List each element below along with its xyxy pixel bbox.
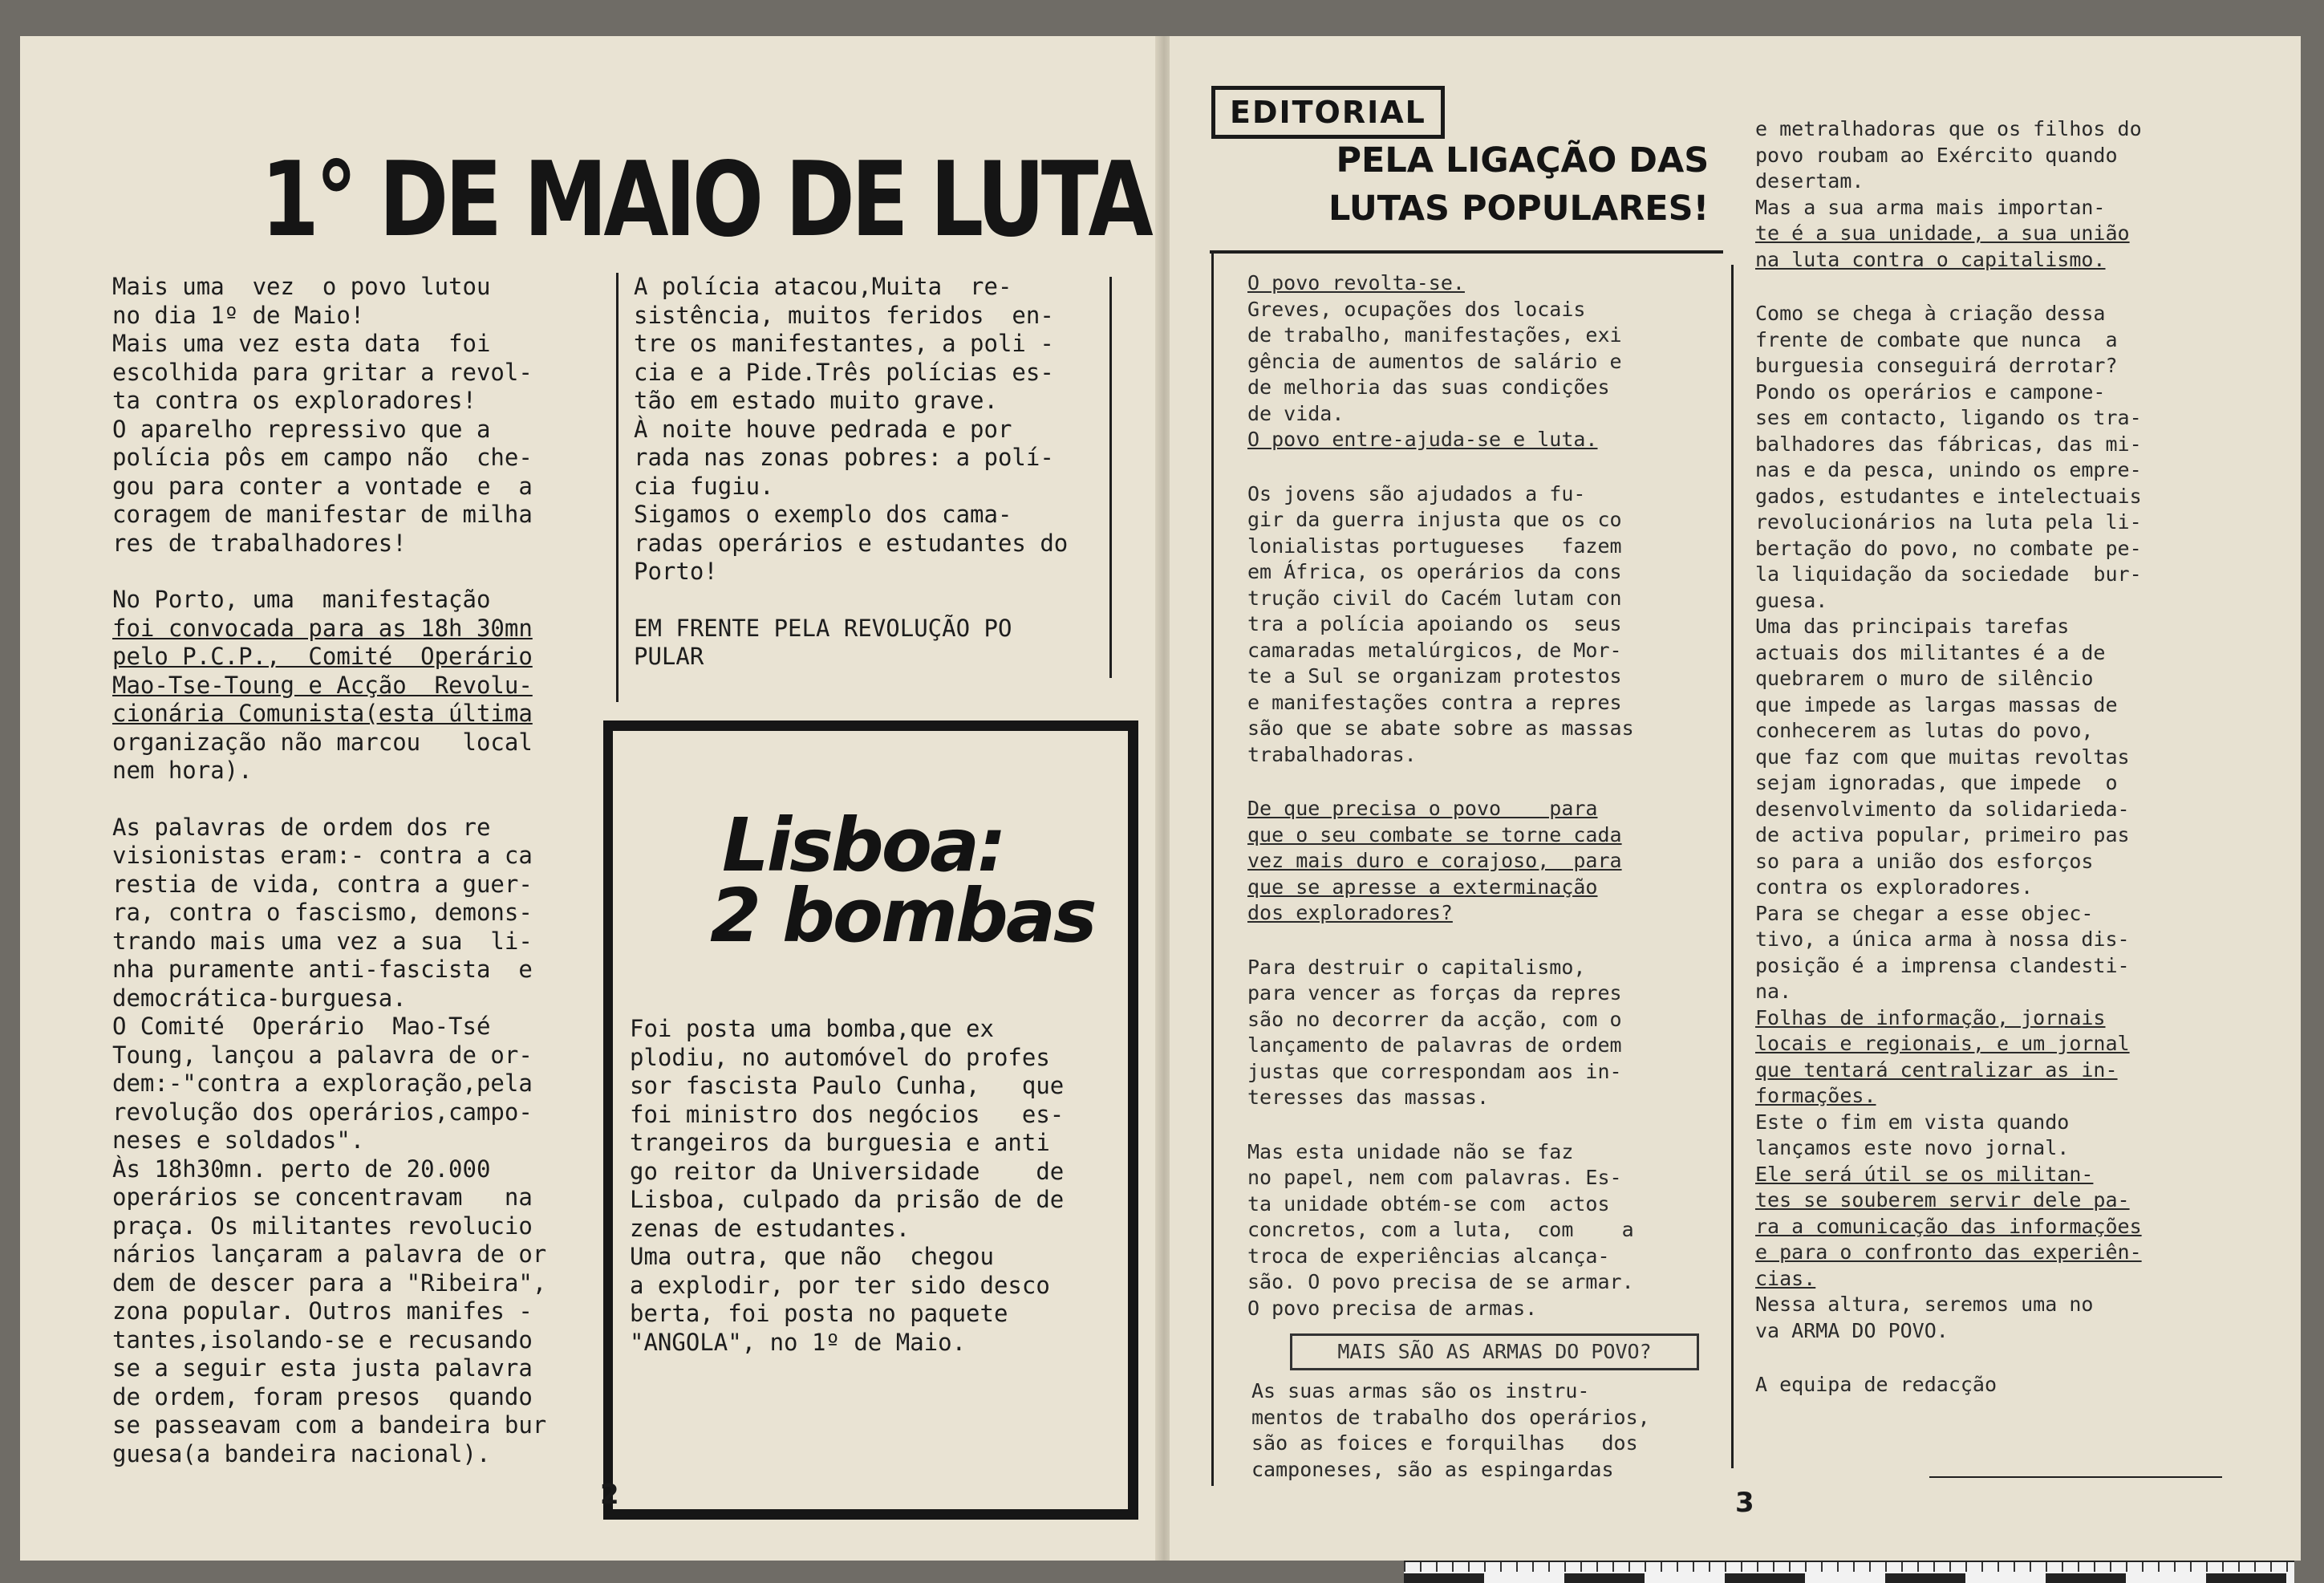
text-line: são. O povo precisa de se armar. xyxy=(1247,1270,1634,1293)
right-column-1-tail xyxy=(1251,1378,1717,1483)
text-line: Como se chega à criação dessa xyxy=(1755,302,2106,325)
text-line xyxy=(1755,1344,2237,1372)
text-line: radas operários e estudantes do xyxy=(634,529,1069,557)
text-line xyxy=(1247,1111,1713,1139)
ruler-tick xyxy=(2174,1562,2176,1572)
ruler-tick xyxy=(1548,1562,1550,1572)
editorial-title xyxy=(1300,136,1709,233)
page-number-left: 2 xyxy=(600,1479,619,1511)
text-line: "ANGOLA", no 1º de Maio. xyxy=(630,1328,967,1356)
ruler-block xyxy=(1404,1573,1484,1583)
text-line: que impede as largas massas de xyxy=(1755,692,2118,716)
text-line: Mais uma vez o povo lutou xyxy=(112,273,491,300)
ruler-tick xyxy=(1757,1562,1758,1572)
ruler-tick xyxy=(1773,1562,1774,1572)
ruler-tick xyxy=(1500,1562,1502,1572)
text-line: burguesia conseguirá derrotar? xyxy=(1755,354,2118,377)
text-line: Uma outra, que não chegou xyxy=(630,1243,994,1270)
text-line: no dia 1º de Maio! xyxy=(112,301,365,329)
text-line: povo roubam ao Exército quando xyxy=(1755,143,2118,167)
editorial-label: EDITORIAL xyxy=(1211,86,1445,139)
text-line: no papel, nem com palavras. Es- xyxy=(1247,1166,1622,1189)
text-line: organização não marcou local xyxy=(112,728,533,756)
text-line: trangeiros da burguesia e anti xyxy=(630,1129,1050,1156)
ruler-tick xyxy=(1805,1562,1807,1572)
text-line: de trabalho, manifestações, exi xyxy=(1247,323,1622,347)
text-line: berta, foi posta no paquete xyxy=(630,1300,1008,1327)
column-border-right xyxy=(1109,277,1112,678)
text-line: conhecerem as lutas do povo, xyxy=(1755,719,2094,742)
text-line: camponeses, são as espingardas xyxy=(1251,1457,1614,1481)
ruler-tick xyxy=(2238,1562,2240,1572)
text-line: contra os exploradores. xyxy=(1755,875,2034,899)
right-column-1 xyxy=(1247,270,1713,1321)
text-line: guesa(a bandeira nacional). xyxy=(112,1439,491,1467)
scale-ruler xyxy=(1404,1561,2294,1583)
text-line: À noite houve pedrada e por xyxy=(634,415,1012,443)
text-line: sistência, muitos feridos en- xyxy=(634,301,1054,329)
text-line: Foi posta uma bomba,que ex xyxy=(630,1015,994,1042)
text-line: vez mais duro e corajoso, para xyxy=(1247,849,1622,872)
text-line: As palavras de ordem dos re xyxy=(112,813,491,841)
ruler-block xyxy=(1885,1573,1965,1583)
text-line: Mas esta unidade não se faz xyxy=(1247,1139,1574,1163)
text-line: frente de combate que nunca a xyxy=(1755,327,2118,351)
text-line: te a Sul se organizam protestos xyxy=(1247,664,1622,688)
text-line: va ARMA DO POVO. xyxy=(1755,1318,1949,1342)
text-line: trando mais uma vez a sua li- xyxy=(112,927,533,955)
ruler-tick xyxy=(1869,1562,1871,1572)
text-line: tre os manifestantes, a poli - xyxy=(634,330,1054,357)
ruler-block xyxy=(2206,1573,2286,1583)
text-line: dem:-"contra a exploração,pela xyxy=(112,1070,533,1097)
ruler-tick xyxy=(1532,1562,1534,1572)
text-line: que se apresse a exterminação xyxy=(1247,875,1598,899)
text-line xyxy=(1755,273,2237,301)
ruler-tick xyxy=(2094,1562,2095,1572)
ruler-tick xyxy=(1693,1562,1694,1572)
text-line: e para o confronto das experiên- xyxy=(1755,1240,2142,1264)
ruler-tick xyxy=(1965,1562,1967,1572)
ruler-tick xyxy=(1901,1562,1903,1572)
text-line: que faz com que muitas revoltas xyxy=(1755,745,2130,769)
text-line xyxy=(634,587,1115,615)
lisboa-article xyxy=(630,1015,1111,1357)
ruler-tick xyxy=(1853,1562,1855,1572)
text-line: revolucionários na luta pela li- xyxy=(1755,510,2142,534)
left-column-2 xyxy=(634,273,1115,672)
text-line: res de trabalhadores! xyxy=(112,529,407,557)
ruler-block xyxy=(1725,1573,1805,1583)
text-line: cia fugiu. xyxy=(634,472,774,500)
text-line: rada nas zonas pobres: a polí- xyxy=(634,444,1054,471)
ruler-tick xyxy=(1516,1562,1518,1572)
ruler-tick xyxy=(1885,1562,1887,1572)
text-line: foi ministro dos negócios es- xyxy=(630,1100,1065,1128)
text-line: nha puramente anti-fascista e xyxy=(112,956,533,983)
text-line: ra, contra o fascismo, demons- xyxy=(112,899,533,926)
right-column-2 xyxy=(1755,116,2237,1398)
text-line: Porto! xyxy=(634,558,718,585)
text-line: na. xyxy=(1755,980,1792,1003)
text-line: cionária Comunista(esta última xyxy=(112,700,533,727)
text-line: e metralhadoras que os filhos do xyxy=(1755,117,2142,140)
text-line: Toung, lançou a palavra de or- xyxy=(112,1041,533,1069)
ruler-tick xyxy=(1404,1562,1405,1572)
text-line: tivo, a única arma à nossa dis- xyxy=(1755,927,2130,951)
text-line: polícia pôs em campo não che- xyxy=(112,444,533,471)
ruler-tick xyxy=(2030,1562,2031,1572)
text-line: escolhida para gritar a revol- xyxy=(112,358,533,386)
text-line xyxy=(112,785,594,814)
text-line: para vencer as forças da repres xyxy=(1247,981,1622,1005)
text-line: lonialistas portugueses fazem xyxy=(1247,534,1622,558)
arms-box: MAIS SÃO AS ARMAS DO POVO? xyxy=(1290,1333,1699,1370)
text-line: de activa popular, primeiro pas xyxy=(1755,823,2130,846)
text-line: Uma das principais tarefas xyxy=(1755,615,2070,638)
text-line: se a seguir esta justa palavra xyxy=(112,1354,533,1382)
text-line: trabalhadoras. xyxy=(1247,742,1417,766)
ruler-tick xyxy=(1645,1562,1646,1572)
text-line: dos exploradores? xyxy=(1247,901,1453,924)
ruler-tick xyxy=(1917,1562,1919,1572)
title-rule xyxy=(1210,250,1723,254)
ruler-tick xyxy=(1420,1562,1422,1572)
ruler-tick xyxy=(1949,1562,1951,1572)
ruler-tick xyxy=(1789,1562,1791,1572)
text-line: go reitor da Universidade de xyxy=(630,1157,1065,1185)
text-line: A polícia atacou,Muita re- xyxy=(634,273,1012,300)
text-line: nem hora). xyxy=(112,757,253,784)
text-line: Pondo os operários e campone- xyxy=(1755,380,2106,404)
text-line: zona popular. Outros manifes - xyxy=(112,1297,533,1325)
headline: 1° DE MAIO DE LUTA xyxy=(261,140,1150,260)
ruler-tick xyxy=(1661,1562,1662,1572)
ruler-tick xyxy=(1468,1562,1470,1572)
text-line: Sigamos o exemplo dos cama- xyxy=(634,501,1012,528)
ruler-tick xyxy=(2270,1562,2272,1572)
text-line: que o seu combate se torne cada xyxy=(1247,822,1622,846)
text-line: tes se souberem servir dele pa- xyxy=(1755,1188,2130,1212)
text-line: Ele será útil se os militan- xyxy=(1755,1162,2094,1186)
text-line: Folhas de informação, jornais xyxy=(1755,1005,2106,1029)
text-line: gados, estudantes e intelectuais xyxy=(1755,484,2142,508)
text-line: Mas a sua arma mais importan- xyxy=(1755,195,2106,219)
text-line: zenas de estudantes. xyxy=(630,1214,911,1242)
text-line: la liquidação da sociedade bur- xyxy=(1755,562,2142,586)
ruler-tick xyxy=(1580,1562,1582,1572)
text-line: so para a união dos esforços xyxy=(1755,849,2094,873)
ruler-block xyxy=(2046,1573,2126,1583)
ruler-tick xyxy=(1821,1562,1823,1572)
text-line: e manifestações contra a repres xyxy=(1247,690,1622,714)
text-line: tantes,isolando-se e recusando xyxy=(112,1325,533,1354)
ruler-tick xyxy=(2142,1562,2144,1572)
text-line: mentos de trabalho dos operários, xyxy=(1251,1405,1650,1429)
text-line: camaradas metalúrgicos, de Mor- xyxy=(1247,638,1622,662)
text-line: Mao-Tse-Toung e Acção Revolu- xyxy=(112,671,533,699)
ruler-tick xyxy=(1452,1562,1454,1572)
text-line: Lisboa, culpado da prisão de de xyxy=(630,1186,1065,1213)
ruler-tick xyxy=(2206,1562,2208,1572)
ruler-tick xyxy=(1436,1562,1438,1572)
text-line: gou para conter a vontade e a xyxy=(112,472,533,500)
text-line: cias. xyxy=(1755,1266,1816,1290)
ruler-tick xyxy=(2110,1562,2111,1572)
text-line: PULAR xyxy=(634,643,704,670)
text-line: O povo revolta-se. xyxy=(1247,271,1465,294)
text-line: Mais uma vez esta data foi xyxy=(112,330,491,357)
text-line: No Porto, uma manifestação xyxy=(112,586,491,613)
ruler-tick xyxy=(1564,1562,1566,1572)
text-line: EM FRENTE PELA REVOLUÇÃO PO xyxy=(634,614,1012,642)
ruler-tick xyxy=(1612,1562,1614,1572)
editorial-title-line1: PELA LIGAÇÃO DAS xyxy=(1336,140,1710,181)
text-line: Para destruir o capitalismo, xyxy=(1247,955,1586,979)
text-line: em África, os operários da cons xyxy=(1247,560,1622,583)
text-line: Às 18h30mn. perto de 20.000 xyxy=(112,1155,491,1183)
text-line: trução civil do Cacém lutam con xyxy=(1247,586,1622,610)
ruler-tick xyxy=(2158,1562,2160,1572)
text-line: visionistas eram:- contra a ca xyxy=(112,842,533,869)
text-line: guesa. xyxy=(1755,588,1828,612)
text-line: nários lançaram a palavra de or xyxy=(112,1240,547,1268)
text-line: ra a comunicação das informações xyxy=(1755,1214,2142,1238)
text-line: se passeavam com a bandeira bur xyxy=(112,1411,547,1439)
text-line: gência de aumentos de salário e xyxy=(1247,349,1622,373)
ruler-tick xyxy=(1981,1562,1983,1572)
lisboa-title xyxy=(710,802,1095,959)
text-line: O povo precisa de armas. xyxy=(1247,1296,1538,1320)
text-line: tra a polícia apoiando os seus xyxy=(1247,612,1622,635)
text-line: O aparelho repressivo que a xyxy=(112,415,491,443)
text-line: locais e regionais, e um jornal xyxy=(1755,1032,2130,1055)
text-line: justas que correspondam aos in- xyxy=(1247,1059,1622,1083)
text-line: Os jovens são ajudados a fu- xyxy=(1247,481,1586,505)
ruler-tick xyxy=(2078,1562,2079,1572)
ruler-tick xyxy=(1709,1562,1710,1572)
text-line: cia e a Pide.Três polícias es- xyxy=(634,358,1054,386)
text-line: que tentará centralizar as in- xyxy=(1755,1057,2118,1082)
text-line: bertação do povo, no combate pe- xyxy=(1755,536,2142,560)
text-line: desertam. xyxy=(1755,169,1864,193)
text-line: teresses das massas. xyxy=(1247,1086,1490,1109)
ruler-tick xyxy=(1837,1562,1839,1572)
text-line: pelo P.C.P., Comité Operário xyxy=(112,643,533,670)
text-line: foi convocada para as 18h 30mn xyxy=(112,614,533,642)
ruler-tick xyxy=(2014,1562,2015,1572)
text-line xyxy=(1247,768,1713,796)
lisboa-title-line1: Lisboa: xyxy=(722,802,1004,888)
signature-rule xyxy=(1929,1476,2222,1478)
ruler-block xyxy=(1564,1573,1645,1583)
text-line: sor fascista Paulo Cunha, que xyxy=(630,1072,1065,1099)
text-line: revolução dos operários,campo- xyxy=(112,1098,533,1126)
ruler-tick xyxy=(2286,1562,2288,1572)
text-line: O Comité Operário Mao-Tsé xyxy=(112,1013,491,1040)
text-line: ta unidade obtém-se com actos xyxy=(1247,1191,1610,1216)
text-line: Nessa altura, seremos uma no xyxy=(1755,1293,2094,1316)
text-line xyxy=(1247,927,1713,955)
text-line: coragem de manifestar de milha xyxy=(112,501,533,528)
left-margin-rule xyxy=(1211,250,1214,1486)
text-line: dem de descer para a "Ribeira", xyxy=(112,1268,547,1297)
text-line: balhadores das fábricas, das mi- xyxy=(1755,432,2142,456)
ruler-tick xyxy=(2254,1562,2256,1572)
text-line: A equipa de redacção xyxy=(1755,1373,1998,1396)
text-line: Greves, ocupações dos locais xyxy=(1247,297,1586,321)
text-line xyxy=(1247,453,1713,481)
ruler-tick xyxy=(1998,1562,1999,1572)
text-line: O povo entre-ajuda-se e luta. xyxy=(1247,428,1598,451)
text-line: posição é a imprensa clandesti- xyxy=(1755,953,2130,977)
text-line: tão em estado muito grave. xyxy=(634,387,998,414)
ruler-tick xyxy=(2046,1562,2047,1572)
text-line: de ordem, foram presos quando xyxy=(112,1382,533,1410)
text-line: democrática-burguesa. xyxy=(112,984,407,1012)
text-line: De que precisa o povo para xyxy=(1247,797,1598,820)
text-line: restia de vida, contra a guer- xyxy=(112,870,533,898)
text-line: Para se chegar a esse objec- xyxy=(1755,901,2094,925)
text-line: de melhoria das suas condições xyxy=(1247,375,1610,399)
ruler-tick xyxy=(2222,1562,2224,1572)
text-line: são no decorrer da acção, com o xyxy=(1247,1007,1622,1031)
text-line: Este o fim em vista quando xyxy=(1755,1110,2070,1134)
text-line: desenvolvimento da solidarieda- xyxy=(1755,797,2130,821)
page-number-right: 3 xyxy=(1735,1487,1754,1519)
ruler-tick xyxy=(2062,1562,2063,1572)
text-line: As suas armas são os instru- xyxy=(1251,1379,1590,1402)
text-line: sejam ignoradas, que impede o xyxy=(1755,771,2118,794)
text-line: te é a sua unidade, a sua união xyxy=(1755,221,2130,245)
text-line: neses e soldados". xyxy=(112,1126,365,1154)
text-line: ta contra os exploradores! xyxy=(112,387,477,414)
text-line: a explodir, por ter sido desco xyxy=(630,1271,1050,1299)
ruler-tick xyxy=(1484,1562,1486,1572)
text-line: troca de experiências alcança- xyxy=(1247,1244,1610,1268)
text-line: formações. xyxy=(1755,1084,1876,1107)
ruler-tick xyxy=(1677,1562,1678,1572)
text-line: nas e da pesca, unindo os empre- xyxy=(1755,458,2142,481)
ruler-tick xyxy=(1596,1562,1598,1572)
text-line: lançamento de palavras de ordem xyxy=(1247,1033,1622,1057)
text-line xyxy=(112,558,594,586)
text-line: quebrarem o muro de silêncio xyxy=(1755,667,2094,690)
ruler-tick xyxy=(1725,1562,1726,1572)
left-column-1 xyxy=(112,273,594,1468)
text-line: de vida. xyxy=(1247,401,1345,425)
text-line: ses em contacto, ligando os tra- xyxy=(1755,406,2142,429)
text-line: operários se concentravam na xyxy=(112,1183,533,1211)
text-line: gir da guerra injusta que os co xyxy=(1247,508,1622,531)
text-line: são que se abate sobre as massas xyxy=(1247,716,1634,740)
text-line: concretos, com a luta, com a xyxy=(1247,1218,1634,1241)
ruler-tick xyxy=(1741,1562,1742,1572)
text-line: na luta contra o capitalismo. xyxy=(1755,247,2106,271)
ruler-tick xyxy=(1628,1562,1630,1572)
lisboa-title-line2: 2 bombas xyxy=(710,873,1095,959)
text-line: actuais dos militantes é a de xyxy=(1755,640,2106,664)
editorial-title-line2: LUTAS POPULARES! xyxy=(1328,189,1710,229)
text-line: são as foices e forquilhas dos xyxy=(1251,1431,1638,1455)
ruler-tick xyxy=(1933,1562,1935,1572)
column-divider xyxy=(616,273,619,702)
ruler-tick xyxy=(2190,1562,2192,1572)
ruler-tick xyxy=(2126,1562,2127,1572)
right-column-divider xyxy=(1731,265,1734,1468)
text-line: plodiu, no automóvel do profes xyxy=(630,1043,1050,1071)
text-line: lançamos este novo jornal. xyxy=(1755,1136,2070,1159)
text-line: praça. Os militantes revolucio xyxy=(112,1212,533,1240)
